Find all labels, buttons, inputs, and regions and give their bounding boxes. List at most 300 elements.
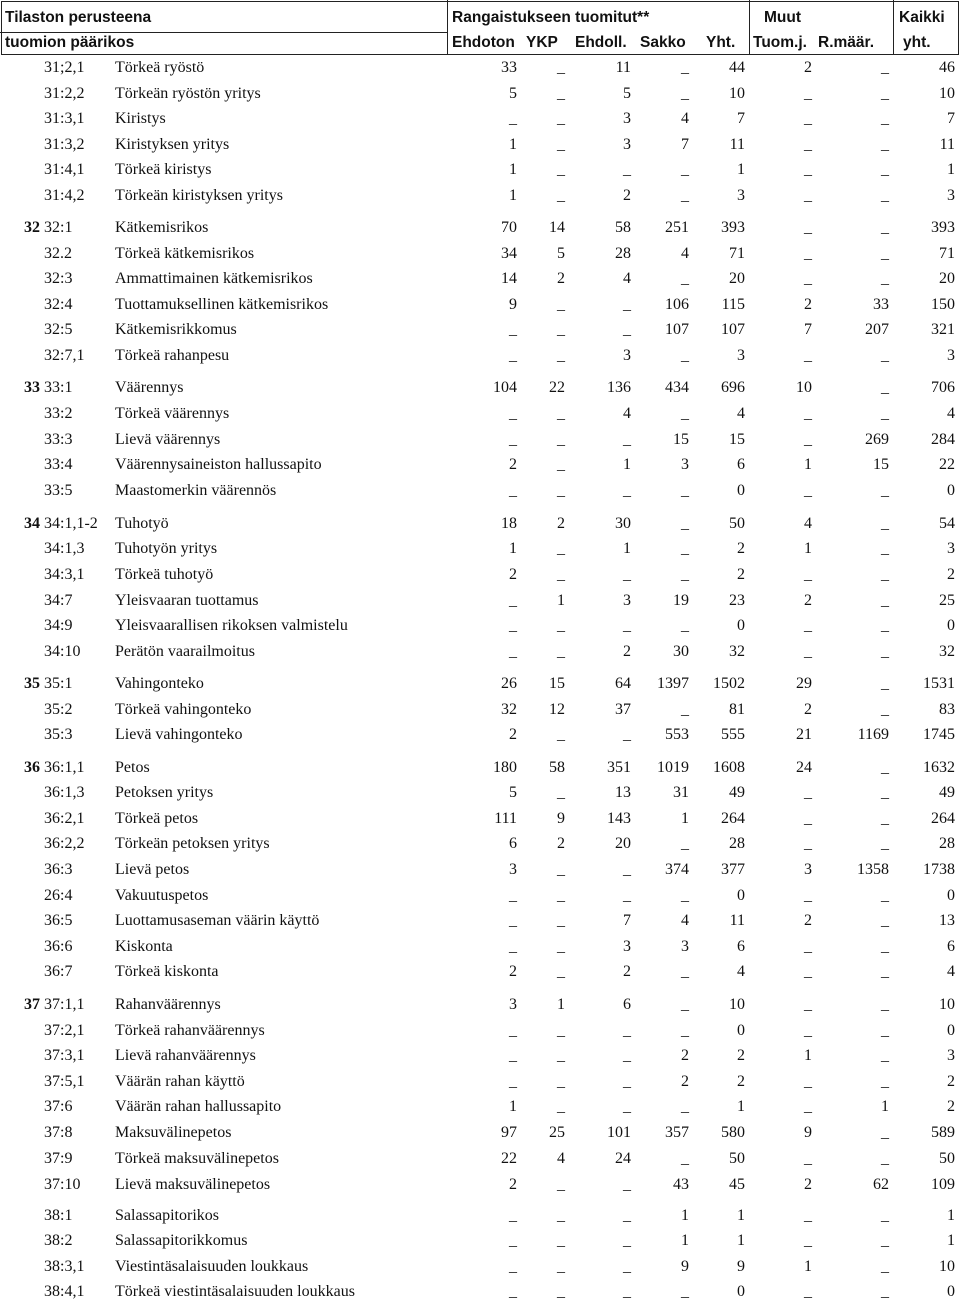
cell-sakko: 30: [673, 643, 689, 660]
cell-ehdoll: 4: [623, 405, 631, 422]
cell-ehdoton: _: [509, 887, 517, 904]
cell-yht: 555: [721, 726, 745, 743]
cell-sakko: 1: [681, 1232, 689, 1249]
cell-tuom: _: [804, 1098, 812, 1115]
cell-tuom: _: [804, 643, 812, 660]
cell-sakko: 1: [681, 1207, 689, 1224]
cell-ykp: _: [557, 405, 565, 422]
cell-sakko: _: [681, 540, 689, 557]
cell-rmaar: 269: [865, 431, 889, 448]
header-total-line2: yht.: [903, 34, 931, 51]
cell-sakko: _: [681, 963, 689, 980]
cell-ykp: _: [557, 347, 565, 364]
cell-rmaar: _: [881, 1207, 889, 1224]
table-row: [0, 317, 960, 342]
cell-yht: 7: [737, 110, 745, 127]
row-offence-name: Törkeä kätkemisrikos: [115, 245, 255, 262]
cell-rmaar: _: [881, 996, 889, 1013]
cell-sakko: _: [681, 996, 689, 1013]
cell-ehdoton: 1: [509, 187, 517, 204]
row-law-section: 36:1,1: [44, 759, 85, 776]
row-offence-name: Kiristys: [115, 110, 166, 127]
cell-ehdoll: 11: [615, 59, 631, 76]
cell-tuom: 3: [804, 861, 812, 878]
cell-rmaar: _: [881, 540, 889, 557]
cell-ykp: _: [557, 887, 565, 904]
row-law-section: 36:1,3: [44, 784, 85, 801]
cell-yht: 393: [721, 219, 745, 236]
cell-ehdoton: 32: [501, 701, 517, 718]
row-offence-name: Tuhotyön yritys: [115, 540, 218, 557]
cell-rmaar: _: [881, 347, 889, 364]
row-offence-name: Maastomerkin väärennös: [115, 482, 277, 499]
cell-ykp: _: [557, 912, 565, 929]
cell-ykp: _: [557, 161, 565, 178]
cell-kaikki: 1: [947, 161, 955, 178]
row-offence-name: Petoksen yritys: [115, 784, 214, 801]
cell-tuom: 1: [804, 540, 812, 557]
row-law-section: 34:10: [44, 643, 81, 660]
cell-ehdoll: 4: [623, 270, 631, 287]
cell-ykp: _: [557, 110, 565, 127]
cell-sakko: 3: [681, 456, 689, 473]
cell-ykp: 12: [549, 701, 565, 718]
header-divider: [893, 0, 894, 55]
table-row: [0, 1043, 960, 1068]
cell-yht: 23: [729, 592, 745, 609]
table-row: [0, 806, 960, 831]
cell-ehdoll: _: [623, 1207, 631, 1224]
cell-tuom: 1: [804, 1047, 812, 1064]
cell-kaikki: 3: [947, 347, 955, 364]
cell-tuom: _: [804, 431, 812, 448]
cell-ykp: _: [557, 59, 565, 76]
cell-tuom: 2: [804, 592, 812, 609]
cell-ehdoll: 20: [615, 835, 631, 852]
cell-yht: 32: [729, 643, 745, 660]
cell-ykp: 1: [557, 996, 565, 1013]
cell-tuom: 7: [804, 321, 812, 338]
cell-ehdoll: 2: [623, 963, 631, 980]
cell-yht: 10: [729, 996, 745, 1013]
row-offence-name: Tuottamuksellinen kätkemisrikos: [115, 296, 329, 313]
row-law-section: 36:2,1: [44, 810, 85, 827]
row-offence-name: Lievä väärennys: [115, 431, 221, 448]
cell-ehdoton: 22: [501, 1150, 517, 1167]
cell-tuom: _: [804, 270, 812, 287]
cell-ehdoll: 3: [623, 110, 631, 127]
row-offence-name: Salassapitorikkomus: [115, 1232, 248, 1249]
cell-sakko: 15: [673, 431, 689, 448]
cell-ykp: 14: [549, 219, 565, 236]
table-row: [0, 1120, 960, 1145]
cell-tuom: _: [804, 996, 812, 1013]
row-offence-name: Tuhotyö: [115, 515, 169, 532]
cell-ehdoton: 5: [509, 85, 517, 102]
row-law-section: 32:5: [44, 321, 73, 338]
cell-yht: 6: [737, 938, 745, 955]
cell-sakko: 4: [681, 110, 689, 127]
cell-sakko: 4: [681, 245, 689, 262]
cell-kaikki: 150: [931, 296, 955, 313]
row-offence-name: Kätkemisrikos: [115, 219, 209, 236]
cell-ehdoton: _: [509, 431, 517, 448]
table-row: [0, 1203, 960, 1228]
row-offence-name: Viestintäsalaisuuden loukkaus: [115, 1258, 309, 1275]
row-law-section: 33:2: [44, 405, 73, 422]
cell-tuom: 21: [796, 726, 812, 743]
cell-rmaar: _: [881, 759, 889, 776]
cell-ykp: _: [557, 784, 565, 801]
cell-tuom: _: [804, 136, 812, 153]
table-row: [0, 857, 960, 882]
cell-tuom: _: [804, 187, 812, 204]
cell-ehdoton: 2: [509, 1176, 517, 1193]
cell-tuom: _: [804, 1283, 812, 1300]
cell-tuom: 2: [804, 912, 812, 929]
cell-kaikki: 0: [947, 1022, 955, 1039]
row-offence-name: Lievä petos: [115, 861, 190, 878]
cell-kaikki: 1: [947, 1207, 955, 1224]
cell-kaikki: 11: [939, 136, 955, 153]
cell-ehdoll: 2: [623, 187, 631, 204]
cell-ykp: 15: [549, 675, 565, 692]
table-row: [0, 1279, 960, 1304]
cell-sakko: _: [681, 887, 689, 904]
row-law-section: 31:2,2: [44, 85, 85, 102]
cell-ehdoton: 2: [509, 963, 517, 980]
row-offence-name: Törkeä ryöstö: [115, 59, 205, 76]
cell-tuom: _: [804, 1232, 812, 1249]
row-offence-name: Kätkemisrikkomus: [115, 321, 237, 338]
cell-ehdoll: 2: [623, 643, 631, 660]
row-law-section: 33:4: [44, 456, 73, 473]
cell-ehdoton: _: [509, 405, 517, 422]
cell-ehdoton: 1: [509, 1098, 517, 1115]
cell-ehdoll: _: [623, 161, 631, 178]
cell-kaikki: 2: [947, 566, 955, 583]
cell-sakko: 107: [665, 321, 689, 338]
cell-sakko: _: [681, 59, 689, 76]
cell-yht: 11: [729, 136, 745, 153]
cell-kaikki: 46: [939, 59, 955, 76]
cell-ehdoton: 2: [509, 566, 517, 583]
cell-ehdoton: _: [509, 110, 517, 127]
table-row: [0, 55, 960, 80]
cell-yht: 4: [737, 963, 745, 980]
cell-ykp: _: [557, 482, 565, 499]
cell-yht: 2: [737, 540, 745, 557]
cell-kaikki: 1738: [923, 861, 955, 878]
cell-rmaar: 15: [873, 456, 889, 473]
cell-kaikki: 25: [939, 592, 955, 609]
cell-ykp: 9: [557, 810, 565, 827]
cell-rmaar: _: [881, 136, 889, 153]
cell-yht: 9: [737, 1258, 745, 1275]
cell-ehdoll: _: [623, 617, 631, 634]
cell-sakko: _: [681, 347, 689, 364]
table-row: [0, 401, 960, 426]
cell-kaikki: 22: [939, 456, 955, 473]
cell-yht: 15: [729, 431, 745, 448]
row-offence-name: Törkeä viestintäsalaisuuden loukkaus: [115, 1283, 355, 1300]
cell-sakko: _: [681, 405, 689, 422]
cell-yht: 50: [729, 1150, 745, 1167]
cell-sakko: 1019: [657, 759, 689, 776]
cell-tuom: 24: [796, 759, 812, 776]
cell-rmaar: _: [881, 110, 889, 127]
cell-rmaar: _: [881, 1283, 889, 1300]
cell-ykp: _: [557, 566, 565, 583]
table-row: [0, 292, 960, 317]
cell-kaikki: 1632: [923, 759, 955, 776]
table-row: [0, 613, 960, 638]
cell-ehdoll: 143: [607, 810, 631, 827]
cell-yht: 2: [737, 566, 745, 583]
cell-ehdoll: _: [623, 296, 631, 313]
row-law-section: 38:3,1: [44, 1258, 85, 1275]
row-law-section: 31;2,1: [44, 59, 85, 76]
cell-sakko: 4: [681, 912, 689, 929]
cell-ehdoll: 3: [623, 136, 631, 153]
row-law-section: 37:3,1: [44, 1047, 85, 1064]
cell-ehdoll: _: [623, 1258, 631, 1275]
row-offence-name: Törkeä rahanväärennys: [115, 1022, 265, 1039]
row-offence-name: Kiskonta: [115, 938, 173, 955]
row-offence-name: Perätön vaarailmoitus: [115, 643, 255, 660]
cell-ehdoton: _: [509, 1258, 517, 1275]
cell-sakko: _: [681, 1283, 689, 1300]
cell-yht: 71: [729, 245, 745, 262]
row-law-section: 37:1,1: [44, 996, 85, 1013]
cell-ehdoll: 3: [623, 938, 631, 955]
cell-ykp: _: [557, 540, 565, 557]
row-group-number: 34: [24, 515, 40, 532]
table-row: [0, 536, 960, 561]
row-law-section: 38:1: [44, 1207, 73, 1224]
cell-ehdoll: 136: [607, 379, 631, 396]
cell-ykp: _: [557, 1022, 565, 1039]
cell-ehdoll: 28: [615, 245, 631, 262]
table-row: [0, 132, 960, 157]
row-group-number: 36: [24, 759, 40, 776]
row-offence-name: Kiristyksen yritys: [115, 136, 230, 153]
cell-yht: 44: [729, 59, 745, 76]
cell-yht: 50: [729, 515, 745, 532]
cell-rmaar: _: [881, 161, 889, 178]
row-law-section: 32:4: [44, 296, 73, 313]
cell-kaikki: 589: [931, 1124, 955, 1141]
cell-ehdoll: 5: [623, 85, 631, 102]
cell-ehdoll: 3: [623, 347, 631, 364]
cell-kaikki: 28: [939, 835, 955, 852]
cell-ehdoll: 30: [615, 515, 631, 532]
cell-yht: 20: [729, 270, 745, 287]
cell-sakko: _: [681, 161, 689, 178]
cell-kaikki: 3: [947, 1047, 955, 1064]
cell-yht: 0: [737, 1022, 745, 1039]
cell-ehdoton: _: [509, 592, 517, 609]
cell-yht: 0: [737, 887, 745, 904]
cell-rmaar: _: [881, 912, 889, 929]
table-row: [0, 427, 960, 452]
cell-yht: 6: [737, 456, 745, 473]
table-row: [0, 992, 960, 1017]
row-group-number: 32: [24, 219, 40, 236]
cell-yht: 377: [721, 861, 745, 878]
header-col-ehdoll: Ehdoll.: [575, 34, 627, 51]
cell-sakko: _: [681, 482, 689, 499]
cell-ehdoton: _: [509, 347, 517, 364]
cell-ykp: _: [557, 643, 565, 660]
cell-ehdoll: 1: [623, 540, 631, 557]
cell-sakko: _: [681, 1022, 689, 1039]
cell-tuom: _: [804, 85, 812, 102]
table-row: [0, 343, 960, 368]
row-law-section: 38:4,1: [44, 1283, 85, 1300]
cell-yht: 10: [729, 85, 745, 102]
cell-ehdoll: 7: [623, 912, 631, 929]
table-row: [0, 959, 960, 984]
cell-ehdoll: _: [623, 726, 631, 743]
row-offence-name: Vahingonteko: [115, 675, 204, 692]
row-law-section: 35:3: [44, 726, 73, 743]
row-offence-name: Väärän rahan käyttö: [115, 1073, 245, 1090]
cell-sakko: 1397: [657, 675, 689, 692]
cell-tuom: _: [804, 566, 812, 583]
row-law-section: 31:4,1: [44, 161, 85, 178]
row-law-section: 36:7: [44, 963, 73, 980]
cell-tuom: 2: [804, 296, 812, 313]
row-law-section: 31:3,2: [44, 136, 85, 153]
cell-rmaar: 1169: [857, 726, 889, 743]
cell-ykp: 4: [557, 1150, 565, 1167]
cell-tuom: _: [804, 835, 812, 852]
cell-tuom: 29: [796, 675, 812, 692]
row-offence-name: Törkeä rahanpesu: [115, 347, 230, 364]
cell-ykp: _: [557, 1176, 565, 1193]
cell-kaikki: 2: [947, 1098, 955, 1115]
cell-kaikki: 1531: [923, 675, 955, 692]
cell-tuom: _: [804, 1150, 812, 1167]
row-offence-name: Ammattimainen kätkemisrikos: [115, 270, 313, 287]
cell-yht: 1502: [713, 675, 745, 692]
cell-tuom: _: [804, 1207, 812, 1224]
cell-ehdoll: _: [623, 1022, 631, 1039]
cell-ykp: _: [557, 321, 565, 338]
header-basis-line2: tuomion päärikos: [5, 34, 135, 51]
cell-ehdoll: 3: [623, 592, 631, 609]
row-law-section: 35:2: [44, 701, 73, 718]
cell-ykp: _: [557, 726, 565, 743]
cell-tuom: 4: [804, 515, 812, 532]
row-law-section: 31:3,1: [44, 110, 85, 127]
cell-ykp: _: [557, 456, 565, 473]
cell-ehdoll: _: [623, 1232, 631, 1249]
row-law-section: 32.2: [44, 245, 72, 262]
cell-sakko: 19: [673, 592, 689, 609]
header-sentenced: Rangaistukseen tuomitut**: [452, 9, 650, 26]
cell-rmaar: _: [881, 219, 889, 236]
row-offence-name: Vakuutuspetos: [115, 887, 209, 904]
cell-tuom: _: [804, 617, 812, 634]
table-row: [0, 639, 960, 664]
cell-kaikki: 264: [931, 810, 955, 827]
row-law-section: 34:1,1-2: [44, 515, 98, 532]
cell-ehdoll: 37: [615, 701, 631, 718]
row-law-section: 35:1: [44, 675, 73, 692]
cell-kaikki: 10: [939, 996, 955, 1013]
cell-sakko: 106: [665, 296, 689, 313]
cell-yht: 0: [737, 617, 745, 634]
cell-ehdoll: _: [623, 1073, 631, 1090]
row-offence-name: Törkeä maksuvälinepetos: [115, 1150, 279, 1167]
cell-kaikki: 32: [939, 643, 955, 660]
cell-yht: 1: [737, 1207, 745, 1224]
cell-sakko: 2: [681, 1047, 689, 1064]
cell-ykp: 25: [549, 1124, 565, 1141]
cell-rmaar: _: [881, 643, 889, 660]
cell-ehdoll: 1: [623, 456, 631, 473]
cell-sakko: 2: [681, 1073, 689, 1090]
row-offence-name: Petos: [115, 759, 150, 776]
cell-yht: 2: [737, 1047, 745, 1064]
cell-ehdoton: _: [509, 482, 517, 499]
cell-rmaar: _: [881, 405, 889, 422]
cell-ykp: 2: [557, 270, 565, 287]
cell-kaikki: 50: [939, 1150, 955, 1167]
table-row: [0, 671, 960, 696]
row-law-section: 37:9: [44, 1150, 73, 1167]
cell-sakko: _: [681, 1150, 689, 1167]
cell-kaikki: 71: [939, 245, 955, 262]
cell-kaikki: 13: [939, 912, 955, 929]
cell-rmaar: _: [881, 675, 889, 692]
cell-ehdoll: 58: [615, 219, 631, 236]
cell-kaikki: 4: [947, 405, 955, 422]
header-col-ykp: YKP: [526, 34, 558, 51]
cell-kaikki: 0: [947, 1283, 955, 1300]
cell-yht: 45: [729, 1176, 745, 1193]
cell-sakko: _: [681, 270, 689, 287]
row-offence-name: Törkeä vahingonteko: [115, 701, 252, 718]
cell-ykp: _: [557, 963, 565, 980]
cell-ehdoll: _: [623, 861, 631, 878]
row-offence-name: Maksuvälinepetos: [115, 1124, 232, 1141]
table-row: [0, 1172, 960, 1197]
table-row: [0, 780, 960, 805]
cell-kaikki: 1745: [923, 726, 955, 743]
cell-rmaar: _: [881, 1258, 889, 1275]
row-offence-name: Törkeä petos: [115, 810, 199, 827]
cell-sakko: _: [681, 701, 689, 718]
cell-ykp: _: [557, 1047, 565, 1064]
cell-yht: 0: [737, 1283, 745, 1300]
table-row: [0, 241, 960, 266]
cell-tuom: _: [804, 405, 812, 422]
cell-ehdoton: 180: [493, 759, 517, 776]
cell-tuom: 10: [796, 379, 812, 396]
table-row: [0, 908, 960, 933]
cell-kaikki: 0: [947, 617, 955, 634]
cell-ykp: _: [557, 938, 565, 955]
table-row: [0, 452, 960, 477]
header-divider: [447, 0, 448, 55]
cell-rmaar: _: [881, 617, 889, 634]
cell-kaikki: 393: [931, 219, 955, 236]
row-law-section: 36:3: [44, 861, 73, 878]
cell-sakko: _: [681, 617, 689, 634]
